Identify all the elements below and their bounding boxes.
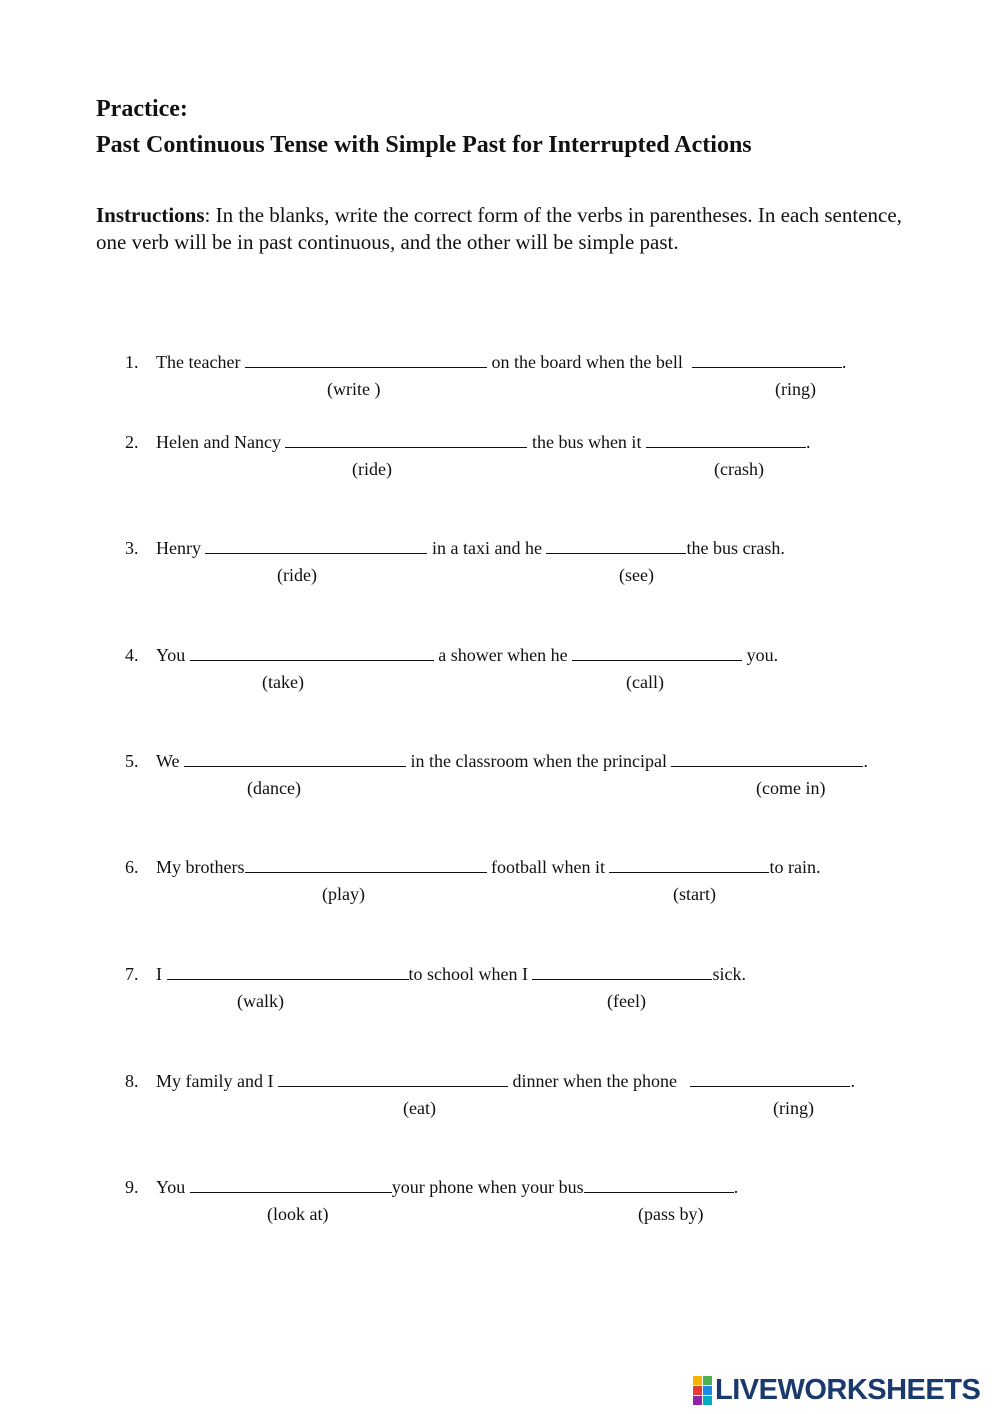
verb-hint: (play) <box>322 884 365 904</box>
sentence-part: . <box>841 352 847 372</box>
item-sentence <box>156 964 746 985</box>
answer-blank[interactable] <box>572 645 742 661</box>
sentence-part: . <box>733 1177 739 1197</box>
sentence-part: football when it <box>486 857 610 877</box>
exercise-item <box>0 857 1000 917</box>
sentence-part: to school when I <box>408 964 533 984</box>
logo-tile <box>693 1386 702 1395</box>
instructions-label: Instructions <box>96 203 205 227</box>
answer-blank[interactable] <box>609 857 769 873</box>
verb-hint: (see) <box>619 565 654 585</box>
item-sentence <box>156 857 820 878</box>
verb-hint: (dance) <box>247 778 301 798</box>
answer-blank[interactable] <box>546 538 686 554</box>
answer-blank[interactable] <box>532 964 712 980</box>
logo-tile <box>693 1376 702 1385</box>
verb-hint: (start) <box>673 884 716 904</box>
instructions <box>96 202 916 256</box>
answer-blank[interactable] <box>245 352 487 368</box>
item-number: 4. <box>125 645 139 665</box>
sentence-part: . <box>850 1071 855 1091</box>
sentence-part: dinner when the phone <box>507 1071 691 1091</box>
verb-hint: (ring) <box>773 1098 814 1118</box>
verb-hint: (look at) <box>267 1204 329 1224</box>
answer-blank[interactable] <box>205 538 427 554</box>
sentence-part: My brothers <box>156 857 245 877</box>
item-sentence <box>156 432 810 453</box>
sentence-part: your phone when your bus <box>391 1177 584 1197</box>
item-number: 8. <box>125 1071 139 1091</box>
sentence-part: You <box>156 645 190 665</box>
instructions-text: : In the blanks, write the correct form of the verbs in parentheses. In each sentence, one verb will be in past continuous, and the other will be simple past. <box>96 203 902 254</box>
item-sentence <box>156 352 846 373</box>
sentence-part: the bus crash. <box>686 538 785 558</box>
verb-hint: (ride) <box>352 459 392 479</box>
sentence-part: . <box>805 432 811 452</box>
exercise-item <box>0 645 1000 705</box>
liveworksheets-logo <box>693 1376 980 1404</box>
item-sentence <box>156 1071 855 1092</box>
sentence-part: My family and I <box>156 1071 278 1091</box>
sentence-part: on the board when the bell <box>486 352 692 372</box>
item-number: 9. <box>125 1177 139 1197</box>
logo-tile <box>693 1396 702 1405</box>
exercise-item <box>0 751 1000 811</box>
sentence-part: You <box>156 1177 190 1197</box>
worksheet-title: Past Continuous Tense with Simple Past for Interrupted Actions <box>96 132 752 158</box>
sentence-part: I <box>156 964 167 984</box>
answer-blank[interactable] <box>245 857 487 873</box>
item-sentence <box>156 645 778 666</box>
liveworksheets-logo-icon <box>693 1376 712 1405</box>
item-number: 3. <box>125 538 139 558</box>
sentence-part: We <box>156 751 185 771</box>
exercise-item <box>0 1071 1000 1131</box>
sentence-part: in the classroom when the principal <box>406 751 672 771</box>
verb-hint: (walk) <box>237 991 284 1011</box>
verb-hint: (crash) <box>714 459 764 479</box>
item-sentence <box>156 538 785 559</box>
verb-hint: (feel) <box>607 991 646 1011</box>
verb-hint: (pass by) <box>638 1204 704 1224</box>
verb-hint: (call) <box>626 672 664 692</box>
sentence-part: to rain. <box>769 857 821 877</box>
answer-blank[interactable] <box>646 432 806 448</box>
item-number: 1. <box>125 352 139 372</box>
item-number: 6. <box>125 857 139 877</box>
sentence-part: The teacher <box>156 352 245 372</box>
answer-blank[interactable] <box>671 751 863 767</box>
answer-blank[interactable] <box>584 1177 734 1193</box>
logo-tile <box>703 1396 712 1405</box>
item-sentence <box>156 751 868 772</box>
verb-hint: (eat) <box>403 1098 436 1118</box>
answer-blank[interactable] <box>278 1071 508 1087</box>
sentence-part: Henry <box>156 538 206 558</box>
answer-blank[interactable] <box>190 645 434 661</box>
answer-blank[interactable] <box>167 964 409 980</box>
logo-wordmark: LIVEWORKSHEETS <box>715 1374 981 1406</box>
sentence-part: the bus when it <box>527 432 646 452</box>
verb-hint: (take) <box>262 672 304 692</box>
exercise-item <box>0 352 1000 412</box>
sentence-part: sick. <box>712 964 746 984</box>
item-number: 2. <box>125 432 139 452</box>
sentence-part: . <box>863 751 868 771</box>
exercise-item <box>0 538 1000 598</box>
answer-blank[interactable] <box>692 352 842 368</box>
item-number: 5. <box>125 751 139 771</box>
exercise-item <box>0 964 1000 1024</box>
verb-hint: (come in) <box>756 778 826 798</box>
exercise-item <box>0 1177 1000 1237</box>
sentence-part: Helen and Nancy <box>156 432 286 452</box>
answer-blank[interactable] <box>190 1177 392 1193</box>
sentence-part: you. <box>742 645 779 665</box>
answer-blank[interactable] <box>690 1071 850 1087</box>
verb-hint: (ring) <box>775 379 816 399</box>
answer-blank[interactable] <box>184 751 406 767</box>
verb-hint: (ride) <box>277 565 317 585</box>
answer-blank[interactable] <box>285 432 527 448</box>
logo-tile <box>703 1386 712 1395</box>
sentence-part: in a taxi and he <box>427 538 547 558</box>
practice-heading: Practice: <box>96 96 188 122</box>
sentence-part: a shower when he <box>433 645 573 665</box>
exercise-item <box>0 432 1000 492</box>
item-number: 7. <box>125 964 139 984</box>
verb-hint: (write ) <box>327 379 381 399</box>
logo-tile <box>703 1376 712 1385</box>
item-sentence <box>156 1177 738 1198</box>
